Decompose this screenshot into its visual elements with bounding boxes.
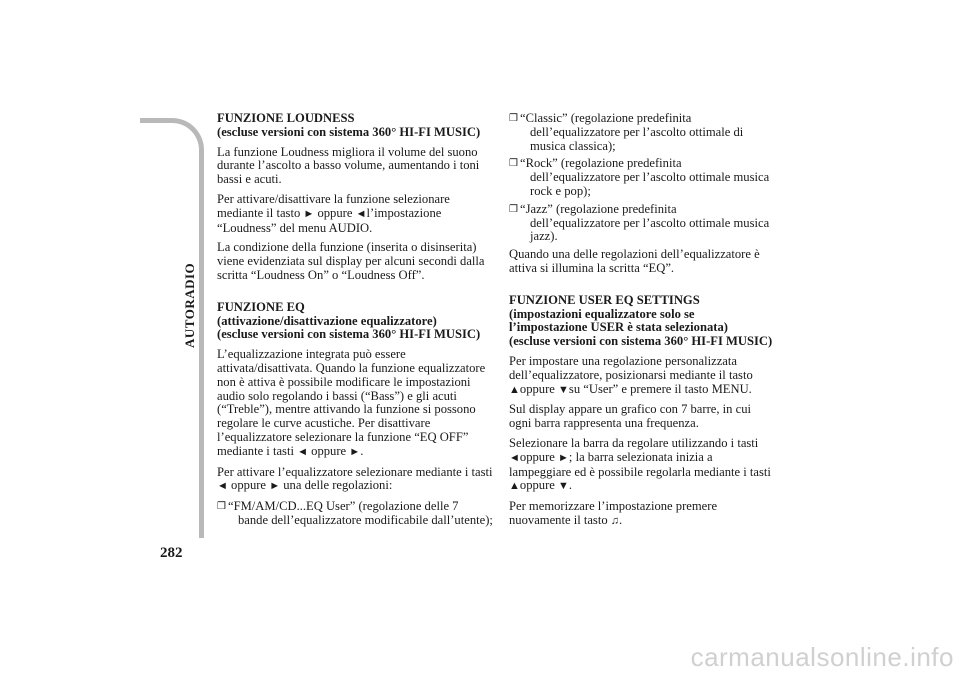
arrow-left-icon: ◄ [509, 451, 520, 464]
eq-subheading-2: (escluse versioni con sistema 360° HI-FI MUSIC) [217, 327, 481, 342]
checkbox-bullet-icon: ❒ [509, 203, 518, 215]
checkbox-bullet-icon: ❒ [217, 501, 226, 513]
loudness-paragraph-1: La funzione Loudness migliora il volume del suono durante l’ascolto a basso volume, aumentando i toni bassi e acuti. [217, 144, 480, 187]
eq-paragraph-1: L’equalizzazione integrata può essere attivata/disattivata. Quando la funzione equalizzatore non è attiva è possibile modificare le impostazioni audio solo regolando i bassi (“Bass”) e gli acuti (“Treble”), mentre attivando la funzione si possono regolare le curve acustiche. Per disattivare l’equalizzatore selezionare la funzione “EQ OFF” mediante i tasti ◄ oppure ►. [217, 347, 486, 458]
arrow-right-icon: ► [558, 451, 569, 464]
arrow-left-icon: ◄ [355, 207, 367, 220]
checkbox-bullet-icon: ❒ [509, 113, 518, 124]
section-label: AUTORADIO [182, 262, 197, 348]
arrow-right-icon: ► [269, 480, 281, 493]
left-column [217, 112, 497, 532]
arrow-right-icon: ► [349, 445, 361, 458]
loudness-heading: FUNZIONE LOUDNESS [217, 111, 355, 125]
eq-paragraph-3: Quando una delle regolazioni dell’equalizzatore è attiva si illumina la scritta “EQ”. [509, 247, 760, 275]
user-eq-paragraph-1: Per impostare una regolazione personalizzata dell’equalizzatore, posizionarsi mediante il tasto ▲oppure ▼su “User” e premere il tasto MENU. [509, 353, 753, 396]
loudness-paragraph-2: Per attivare/disattivare la funzione selezionare mediante il tasto ► oppure ◄l’impostazione “Loudness” del menu AUDIO. [217, 191, 450, 235]
arrow-up-icon: ▲ [509, 383, 520, 396]
user-eq-paragraph-4: Per memorizzare l’impostazione premere nuovamente il tasto ♫. [509, 499, 718, 527]
loudness-subheading: (escluse versioni con sistema 360° HI-FI MUSIC) [217, 124, 481, 139]
list-item: ❒ “Jazz” (regolazione predefinita dell’equalizzatore per l’ascolto ottimale musica jazz). [509, 201, 770, 244]
music-note-icon: ♫ [610, 514, 620, 527]
user-eq-subheading-2: (escluse versioni con sistema 360° HI-FI MUSIC) [509, 334, 773, 349]
eq-paragraph-2: Per attivare l’equalizzatore selezionare mediante i tasti ◄ oppure ► una delle regolazioni: [217, 464, 493, 493]
user-eq-subheading-1: (impostazioni equalizzatore solo se l’impostazione USER è stata selezionata) [509, 306, 728, 335]
watermark: carmanualsonline.info [690, 642, 954, 672]
list-item: ❒ “Classic” (regolazione predefinita dell’equalizzatore per l’ascolto ottimale di musica classica); [509, 111, 744, 153]
eq-heading: FUNZIONE EQ [217, 299, 305, 314]
arrow-left-icon: ◄ [297, 445, 308, 458]
list-item: ❒ “Rock” (regolazione predefinita dell’equalizzatore per l’ascolto ottimale musica rock e pop); [509, 156, 770, 198]
right-column [509, 112, 774, 535]
sidebar-decoration-end [199, 520, 204, 538]
arrow-down-icon: ▼ [558, 480, 569, 493]
user-eq-paragraph-2: Sul display appare un grafico con 7 barre, in cui ogni barra rappresenta una frequenza. [509, 402, 751, 431]
arrow-up-icon: ▲ [509, 480, 520, 493]
eq-subheading-1: (attivazione/disattivazione equalizzatore) [217, 313, 437, 328]
arrow-down-icon: ▼ [558, 383, 569, 396]
checkbox-bullet-icon: ❒ [509, 158, 518, 170]
arrow-left-icon: ◄ [217, 480, 228, 493]
user-eq-heading: FUNZIONE USER EQ SETTINGS [509, 292, 700, 307]
user-eq-paragraph-3: Selezionare la barra da regolare utilizzando i tasti ◄oppure ►; la barra selezionata inizia a lampeggiare ed è possibile regolarla mediante i tasti ▲oppure ▼. [509, 435, 771, 493]
arrow-right-icon: ► [303, 207, 315, 220]
loudness-paragraph-3: La condizione della funzione (inserita o disinserita) viene evidenziata sul display per alcuni secondi dalla scritta “Loudness On” o “Loudness Off”. [217, 240, 485, 282]
list-item: ❒ “FM/AM/CD...EQ User” (regolazione delle 7 bande dell’equalizzatore modificabile dall’utente); [217, 499, 493, 527]
page-number: 282 [160, 545, 183, 561]
